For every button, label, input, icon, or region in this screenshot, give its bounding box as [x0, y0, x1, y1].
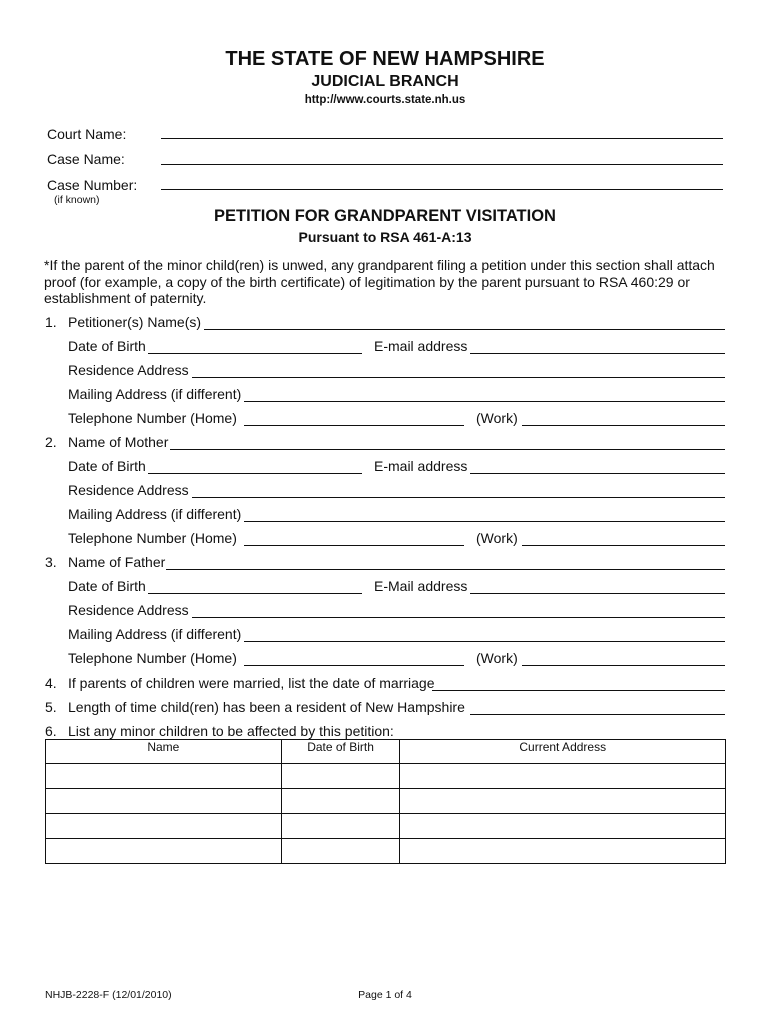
item-number: 6.: [45, 723, 57, 739]
father-residence-row: [0, 602, 770, 624]
work-label: (Work): [476, 650, 518, 666]
court-name-label: Court Name:: [47, 126, 127, 142]
father-phone-row: [0, 650, 770, 672]
unwed-parent-note: *If the parent of the minor child(ren) is unwed, any grandparent filing a petition under this section shall attach proof (for example, a copy of the birth certificate) of legitimation by the parent pursuant to RSA 460:29 or establishment of paternity.: [44, 257, 715, 306]
petitioner-dob-field[interactable]: [148, 353, 362, 354]
petitioner-residence-row: [0, 362, 770, 384]
residence-label: Residence Address: [68, 362, 189, 378]
case-name-label: Case Name:: [47, 151, 125, 167]
residency-length-row: [0, 699, 770, 721]
dob-label: Date of Birth: [68, 338, 146, 354]
petition-title: PETITION FOR GRANDPARENT VISITATION: [214, 207, 556, 225]
father-name-row: [0, 554, 770, 576]
column-header-dob: Date of Birth: [281, 740, 400, 764]
mother-name-field[interactable]: [170, 449, 725, 450]
petitioner-name-label: Petitioner(s) Name(s): [68, 314, 202, 330]
work-label: (Work): [476, 530, 518, 546]
column-header-name: Name: [46, 740, 282, 764]
marriage-date-label: If parents of children were married, list the date of marriage: [68, 675, 435, 691]
email-label: E-mail address: [374, 458, 468, 474]
mailing-label: Mailing Address (if different): [68, 386, 242, 402]
child-name-cell[interactable]: [46, 764, 282, 789]
phone-label: Telephone Number (Home): [68, 530, 237, 546]
state-title: THE STATE OF NEW HAMPSHIRE: [225, 48, 545, 70]
residency-length-field[interactable]: [470, 714, 725, 715]
table-header-row: [46, 740, 726, 764]
branch-title: JUDICIAL BRANCH: [311, 73, 459, 90]
children-table: [45, 739, 726, 864]
mother-name-row: [0, 434, 770, 456]
mother-name-label: Name of Mother: [68, 434, 169, 450]
if-known-note: (if known): [54, 194, 100, 206]
mother-phone-row: [0, 530, 770, 552]
petitioner-phone-row: [0, 410, 770, 432]
petitioner-mailing-field[interactable]: [244, 401, 725, 402]
case-number-field[interactable]: [161, 189, 723, 190]
mother-residence-row: [0, 482, 770, 504]
marriage-date-field[interactable]: [432, 690, 725, 691]
work-label: (Work): [476, 410, 518, 426]
phone-label: Telephone Number (Home): [68, 650, 237, 666]
mother-work-phone-field[interactable]: [522, 545, 725, 546]
petitioner-name-field[interactable]: [204, 329, 725, 330]
form-id: NHJB-2228-F (12/01/2010): [45, 989, 172, 1001]
table-row: [46, 839, 726, 864]
child-name-cell[interactable]: [46, 814, 282, 839]
child-dob-cell[interactable]: [281, 764, 400, 789]
child-name-cell[interactable]: [46, 839, 282, 864]
petitioner-home-phone-field[interactable]: [244, 425, 464, 426]
father-work-phone-field[interactable]: [522, 665, 725, 666]
mother-mailing-field[interactable]: [244, 521, 725, 522]
petitioner-dob-row: [0, 338, 770, 360]
item-number: 4.: [45, 675, 57, 691]
child-address-cell[interactable]: [400, 789, 726, 814]
mother-dob-field[interactable]: [148, 473, 362, 474]
father-mailing-field[interactable]: [244, 641, 725, 642]
item-number: 2.: [45, 434, 57, 450]
petitioner-name-row: [0, 314, 770, 336]
residence-label: Residence Address: [68, 482, 189, 498]
child-dob-cell[interactable]: [281, 814, 400, 839]
item-number: 1.: [45, 314, 57, 330]
mother-mailing-row: [0, 506, 770, 528]
residency-length-label: Length of time child(ren) has been a resident of New Hampshire: [68, 699, 465, 715]
item-number: 3.: [45, 554, 57, 570]
case-number-label: Case Number:: [47, 177, 138, 193]
child-address-cell[interactable]: [400, 814, 726, 839]
table-row: [46, 764, 726, 789]
dob-label: Date of Birth: [68, 578, 146, 594]
table-row: [46, 789, 726, 814]
father-dob-row: [0, 578, 770, 600]
petitioner-mailing-row: [0, 386, 770, 408]
phone-label: Telephone Number (Home): [68, 410, 237, 426]
case-name-field[interactable]: [161, 164, 723, 165]
father-mailing-row: [0, 626, 770, 648]
petition-subtitle: Pursuant to RSA 461-A:13: [298, 229, 472, 245]
father-email-field[interactable]: [470, 593, 725, 594]
father-name-field[interactable]: [166, 569, 725, 570]
child-dob-cell[interactable]: [281, 789, 400, 814]
child-address-cell[interactable]: [400, 764, 726, 789]
child-dob-cell[interactable]: [281, 839, 400, 864]
child-name-cell[interactable]: [46, 789, 282, 814]
petitioner-work-phone-field[interactable]: [522, 425, 725, 426]
mother-residence-field[interactable]: [192, 497, 725, 498]
mother-home-phone-field[interactable]: [244, 545, 464, 546]
court-url: http://www.courts.state.nh.us: [304, 94, 466, 106]
father-residence-field[interactable]: [192, 617, 725, 618]
email-label: E-mail address: [374, 338, 468, 354]
children-list-label: List any minor children to be affected by this petition:: [68, 723, 394, 739]
child-address-cell[interactable]: [400, 839, 726, 864]
father-home-phone-field[interactable]: [244, 665, 464, 666]
court-name-field[interactable]: [161, 138, 723, 139]
mother-email-field[interactable]: [470, 473, 725, 474]
father-name-label: Name of Father: [68, 554, 166, 570]
item-number: 5.: [45, 699, 57, 715]
mother-dob-row: [0, 458, 770, 480]
page-number: Page 1 of 4: [358, 989, 412, 1001]
column-header-address: Current Address: [400, 740, 726, 764]
dob-label: Date of Birth: [68, 458, 146, 474]
father-dob-field[interactable]: [148, 593, 362, 594]
table-row: [46, 814, 726, 839]
marriage-date-row: [0, 675, 770, 697]
petitioner-email-field[interactable]: [470, 353, 725, 354]
petitioner-residence-field[interactable]: [192, 377, 725, 378]
mailing-label: Mailing Address (if different): [68, 506, 242, 522]
mailing-label: Mailing Address (if different): [68, 626, 242, 642]
email-label: E-Mail address: [374, 578, 468, 594]
residence-label: Residence Address: [68, 602, 189, 618]
